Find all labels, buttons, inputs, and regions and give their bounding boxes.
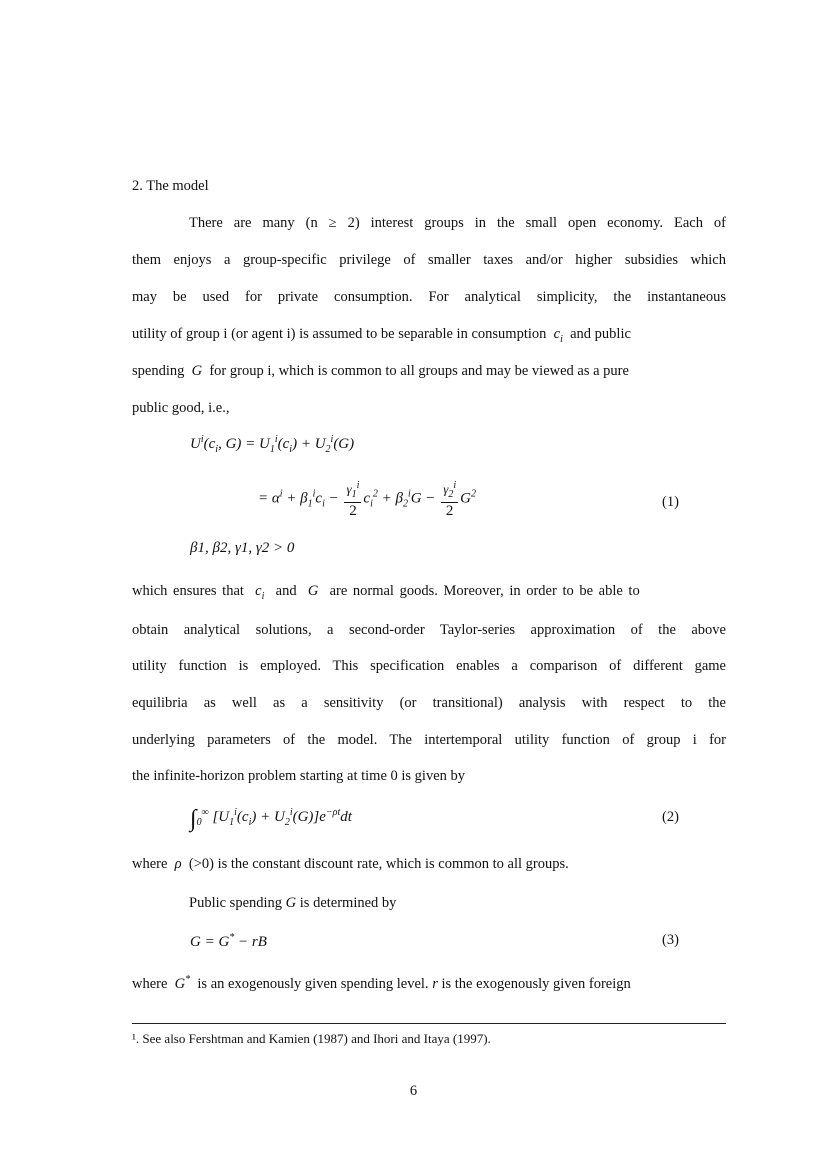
paragraph-line: utility function is employed. This specification enables a comparison of different game (132, 658, 726, 674)
page-number: 6 (409, 1083, 418, 1099)
text-span: for group i, which is common to all groups and may be viewed as a pure (209, 363, 629, 379)
paragraph-line: where G* is an exogenously given spending level. r is the exogenously given foreign (132, 974, 631, 992)
paragraph-line (132, 361, 726, 381)
math-symbol: $c_i$ (255, 583, 265, 602)
equation-3: G = G* − rB (190, 932, 267, 950)
footnote: ¹. See also Fershtman and Kamien (1987) and Ihori and Itaya (1997). (132, 1031, 491, 1046)
equation-2: $\int_0^\infty$ $[U_1^i(c_i) + U_2^i(G)]e^{-\rho t}dt$ (190, 806, 352, 832)
equation-number: (1) (662, 494, 679, 510)
math-symbol: G (191, 363, 203, 379)
paragraph-line: There are many (n ≥ 2) interest groups in the small open economy. Each of (189, 215, 726, 231)
equation-1-line2: = $\alpha^i + \beta_1^ic_i$ − $\frac{\gamma_1^i}{2}$ $c_i^2 + \beta_2^iG$ − $\frac{\gamma_2^i}{2}$ $G^2$ (258, 480, 476, 519)
text-span: and public (570, 326, 631, 342)
footnote-rule (132, 1023, 726, 1024)
text-span: utility of group i (or agent i) is assumed to be separable in consumption (132, 326, 547, 342)
paragraph-line: them enjoys a group-specific privilege of smaller taxes and/or higher subsidies which (132, 252, 726, 268)
paragraph-line: Public spending G is determined by (189, 895, 397, 911)
equation-number: (3) (662, 932, 679, 948)
paragraph-line: where ρ (>0) is the constant discount rate, which is common to all groups. (132, 856, 569, 872)
paragraph-line: equilibria as well as a sensitivity (or transitional) analysis with respect to the (132, 695, 726, 711)
math-symbol: ρ (174, 856, 182, 872)
math-symbol: G* (174, 974, 191, 992)
paragraph-line: the infinite-horizon problem starting at time 0 is given by (132, 768, 466, 784)
paragraph-line (132, 324, 726, 350)
paragraph-line: which ensures that $c_i$ and G are normal goods. Moreover, in order to be able to (132, 583, 640, 602)
paragraph-line: public good, i.e., (132, 400, 230, 416)
math-symbol: $c_i$ (553, 326, 563, 345)
equation-1-line1: $U^i(c_i$, $G) = U_1^i(c_i) + U_2^i(G)$ (190, 434, 355, 455)
paragraph-line: underlying parameters of the model. The intertemporal utility function of group i for (132, 732, 726, 748)
equation-condition: β1, β2, γ1, γ2 > 0 (190, 540, 295, 556)
paragraph-line: may be used for private consumption. For analytical simplicity, the instantaneous (132, 289, 726, 305)
math-symbol: G (307, 583, 319, 599)
section-heading: 2. The model (132, 178, 209, 194)
equation-number: (2) (662, 809, 679, 825)
paragraph-line: obtain analytical solutions, a second-order Taylor-series approximation of the above (132, 622, 726, 638)
text-span: spending (132, 363, 185, 379)
